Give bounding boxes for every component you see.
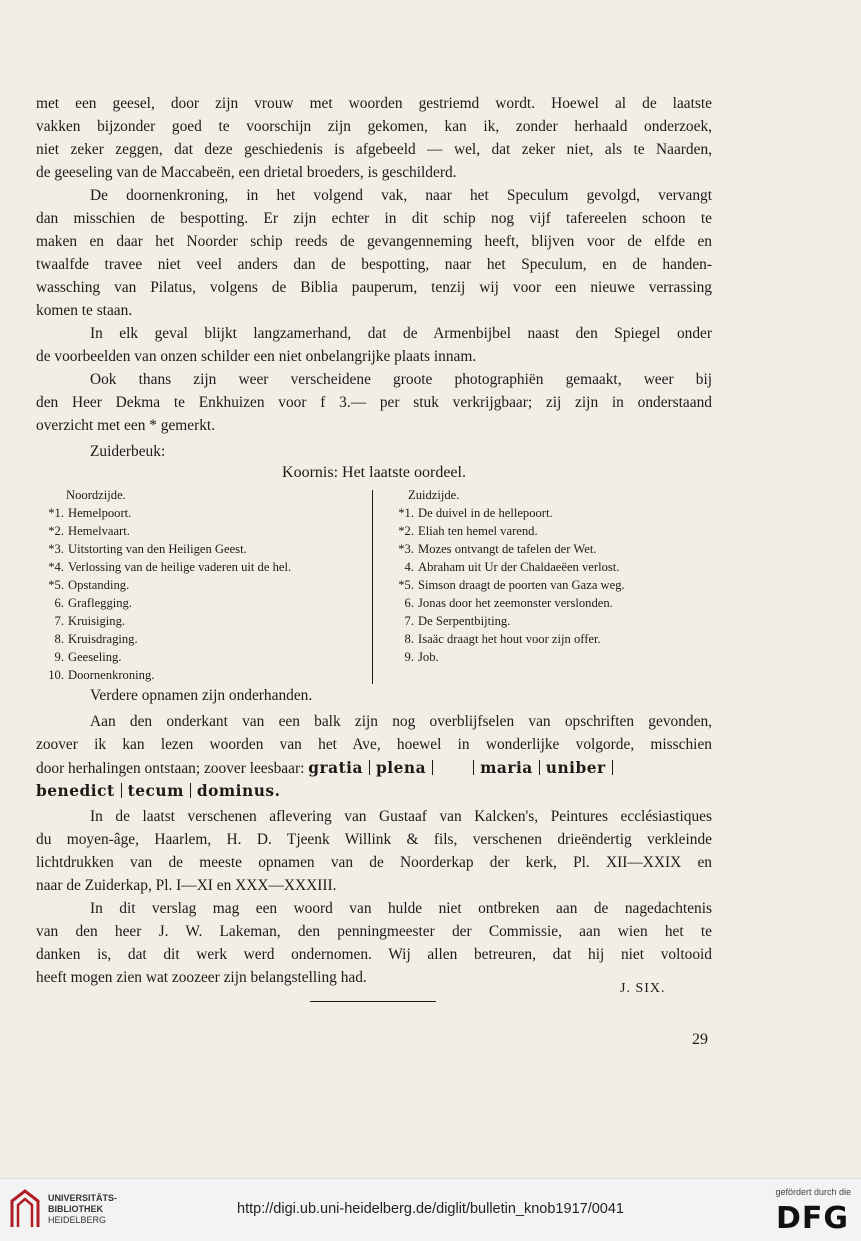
text-line: du moyen-âge, Haarlem, H. D. Tjeenk Willink & fils, verschenen drieëndertig verkleinde — [36, 831, 712, 848]
blackletter-word: tecum — [127, 782, 184, 800]
list-item-number: 8. — [54, 632, 64, 646]
list-item-number: 8. — [404, 632, 414, 646]
text-line: In elk geval blijkt langzamerhand, dat de Armenbijbel naast den Spiegel onder — [90, 325, 712, 342]
list-item-number: 6. — [54, 596, 64, 610]
list-item-text: Kruisiging. — [68, 614, 126, 628]
dfg-logo[interactable]: DFG — [775, 1201, 849, 1236]
funding-caption: gefördert durch die — [775, 1187, 851, 1197]
list-item-text: Mozes ontvangt de tafelen der Wet. — [418, 542, 597, 556]
list-item-number: 6. — [404, 596, 414, 610]
list-item — [386, 612, 510, 630]
list-item-text: Graflegging. — [68, 596, 132, 610]
text-line: twaalfde travee niet veel anders dan de bespotting, naar het Speculum, en de handen- — [36, 256, 712, 273]
text-line: lichtdrukken van de meeste opnamen van de Noorderkap der kerk, Pl. XII—XXIX en — [36, 854, 712, 871]
list-item-number: *1. — [398, 506, 414, 520]
blackletter-word: plena — [376, 759, 427, 777]
text-fragment: door herhalingen ontstaan; zoover leesbaar: — [36, 760, 305, 777]
logo-line: HEIDELBERG — [48, 1215, 107, 1225]
text-line: komen te staan. — [36, 302, 133, 319]
logo-line: UNIVERSITÄTS- — [48, 1193, 118, 1203]
list-item-number: 7. — [404, 614, 414, 628]
list-item — [386, 504, 553, 522]
list-item-number: 7. — [54, 614, 64, 628]
separator — [539, 760, 540, 775]
viewer-footer — [0, 1178, 861, 1241]
list-item — [36, 540, 247, 558]
text-line: maken en daar het Noorder schip reeds de gevangenneming heeft, blijven voor de elfde en — [36, 233, 712, 250]
section-heading-zuiderbeuk: Zuiderbeuk: — [90, 443, 166, 460]
list-item-text: Hemelpoort. — [68, 506, 132, 520]
list-item-text: De duivel in de hellepoort. — [418, 506, 553, 520]
list-item-text: Eliah ten hemel varend. — [418, 524, 538, 538]
separator — [121, 783, 122, 798]
text-line: niet zeker zeggen, dat deze geschiedenis is afgebeeld — wel, dat zeker niet, als te Naarden, — [36, 141, 712, 158]
list-item-text: Verlossing van de heilige vaderen uit de hel. — [68, 560, 292, 574]
list-item-text: Hemelvaart. — [68, 524, 130, 538]
separator — [473, 760, 474, 775]
inscription-line — [36, 780, 712, 802]
blackletter-word: uniber — [545, 759, 606, 777]
list-item — [386, 576, 625, 594]
list-item-number: *3. — [398, 542, 414, 556]
list-item-text: Jonas door het zeemonster verslonden. — [418, 596, 613, 610]
list-item — [36, 666, 154, 684]
list-item-text: Simson draagt de poorten van Gaza weg. — [418, 578, 625, 592]
text-line: den Heer Dekma te Enkhuizen voor f 3.— per stuk verkrijgbaar; zij zijn in onderstaand — [36, 394, 712, 411]
list-item-text: Geeseling. — [68, 650, 122, 664]
list-item — [36, 594, 132, 612]
text-line: zoover ik kan lezen woorden van het Ave, hoewel in wonderlijke volgorde, misschien — [36, 736, 712, 753]
list-item-text: De Serpentbijting. — [418, 614, 511, 628]
list-item — [386, 540, 597, 558]
list-item-text: Isaäc draagt het hout voor zijn offer. — [418, 632, 601, 646]
text-line: de voorbeelden van onzen schilder een niet onbelangrijke plaats innam. — [36, 348, 477, 365]
list-item — [36, 558, 291, 576]
list-item-number: *5. — [48, 578, 64, 592]
list-item-number: *3. — [48, 542, 64, 556]
separator — [190, 783, 191, 798]
column-divider — [372, 490, 373, 684]
north-heading: Noordzijde. — [66, 488, 126, 502]
text-line: In de laatst verschenen aflevering van Gustaaf van Kalcken's, Peintures ecclésiastiques — [90, 808, 712, 825]
list-item — [36, 576, 129, 594]
text-line: de geeseling van de Maccabeën, een drietal broeders, is geschilderd. — [36, 164, 457, 181]
list-item — [386, 522, 538, 540]
text-line: dan misschien de bespotting. Er zijn echter in dit schip nog vijf tafereelen schoon te — [36, 210, 712, 227]
text-line: Aan den onderkant van een balk zijn nog overblijfselen van opschriften gevonden, — [90, 713, 712, 730]
text-line: De doornenkroning, in het volgend vak, naar het Speculum gevolgd, vervangt — [90, 187, 712, 204]
text-line: overzicht met een * gemerkt. — [36, 417, 216, 434]
list-item — [386, 558, 619, 576]
list-item — [386, 648, 439, 666]
permalink-url[interactable]: http://digi.ub.uni-heidelberg.de/diglit/bulletin_knob1917/0041 — [237, 1201, 624, 1217]
separator — [432, 760, 433, 775]
list-item-text: Job. — [418, 650, 439, 664]
text-line: wassching van Pilatus, volgens de Biblia pauperum, tenzij wij voor een nieuwe verrassing — [36, 279, 712, 296]
list-item-text: Kruisdraging. — [68, 632, 138, 646]
text-line: heeft mogen zien wat zoozeer zijn belangstelling had. — [36, 969, 367, 986]
list-item-number: *1. — [48, 506, 64, 520]
list-item-text: Uitstorting van den Heiligen Geest. — [68, 542, 247, 556]
list-item-number: *2. — [48, 524, 64, 538]
closing-rule — [310, 1001, 436, 1002]
blackletter-word: maria — [480, 759, 533, 777]
page-number: 29 — [692, 1031, 708, 1048]
section-heading-koornis: Koornis: Het laatste oordeel. — [282, 464, 466, 481]
list-item-number: 4. — [404, 560, 414, 574]
text-line: In dit verslag mag een woord van hulde niet ontbreken aan de nagedachtenis — [90, 900, 712, 917]
list-item — [36, 648, 122, 666]
separator — [369, 760, 370, 775]
list-item — [36, 630, 138, 648]
list-item-number: 9. — [404, 650, 414, 664]
text-line: naar de Zuiderkap, Pl. I—XI en XXX—XXXIII. — [36, 877, 337, 894]
list-item-number: 10. — [48, 668, 64, 682]
text-line: Verdere opnamen zijn onderhanden. — [90, 687, 313, 704]
list-item-number: 9. — [54, 650, 64, 664]
text-line: van den heer J. W. Lakeman, den penningmeester der Commissie, aan wien het te — [36, 923, 712, 940]
list-item-text: Opstanding. — [68, 578, 130, 592]
blackletter-word: benedict — [36, 782, 115, 800]
blackletter-word: dominus. — [196, 782, 281, 800]
list-item — [36, 522, 130, 540]
text-line: danken is, dat dit werk werd ondernomen. Wij allen betreuren, dat hij niet voltooid — [36, 946, 712, 963]
list-item-number: *5. — [398, 578, 414, 592]
list-item — [386, 594, 613, 612]
list-item-number: *4. — [48, 560, 64, 574]
signature: J. SIX. — [620, 981, 666, 996]
inscription-line — [36, 757, 712, 779]
blackletter-word: gratia — [308, 759, 364, 777]
south-heading: Zuidzijde. — [408, 488, 460, 502]
separator — [612, 760, 613, 775]
list-item — [386, 630, 601, 648]
text-line: vakken bijzonder goed te voorschijn zijn gekomen, kan ik, zonder herhaald onderzoek, — [36, 118, 712, 135]
list-item — [36, 612, 125, 630]
list-item-text: Abraham uit Ur der Chaldaeëen verlost. — [418, 560, 620, 574]
list-item-number: *2. — [398, 524, 414, 538]
list-item — [36, 504, 131, 522]
text-line: met een geesel, door zijn vrouw met woorden gestriemd wordt. Hoewel al de laatste — [36, 95, 712, 112]
text-line: Ook thans zijn weer verscheidene groote photographiën gemaakt, weer bij — [90, 371, 712, 388]
list-item-text: Doornenkroning. — [68, 668, 155, 682]
logo-line: BIBLIOTHEK — [48, 1204, 103, 1214]
